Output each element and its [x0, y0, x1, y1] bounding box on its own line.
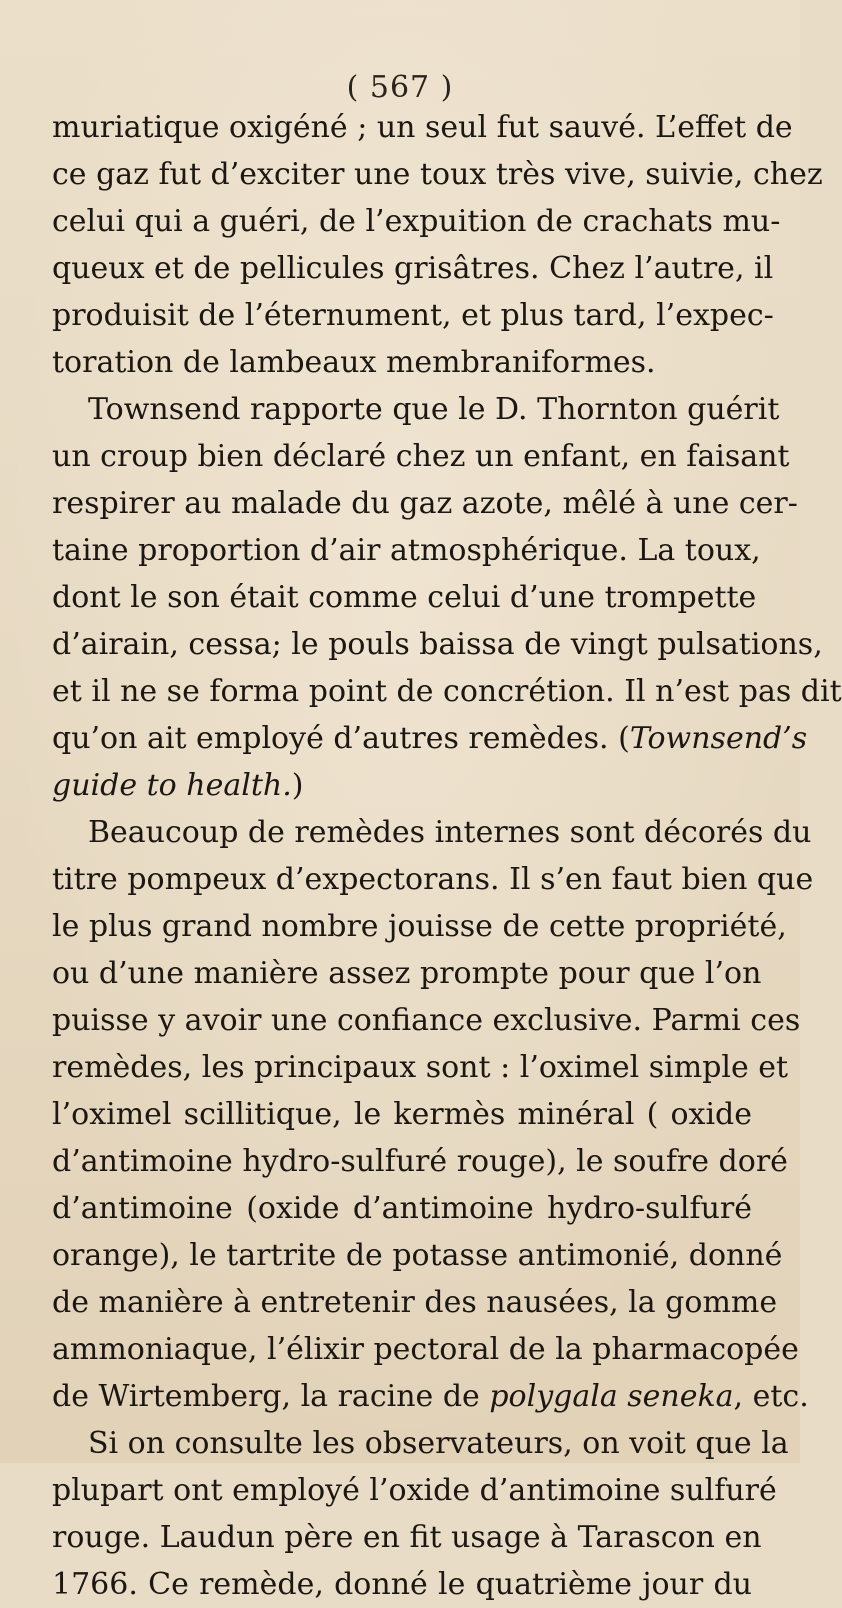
- text-segment: , etc.: [733, 1379, 809, 1414]
- text-line: produisit de l’éternument, et plus tard, l’expec-: [52, 298, 774, 333]
- text-line: d’antimoine hydro-sulfuré rouge), le soufre doré: [52, 1144, 788, 1179]
- text-line: 1766. Ce remède, donné le quatrième jour du: [52, 1567, 752, 1602]
- citation-title: guide to health.: [52, 768, 292, 803]
- text-line: respirer au malade du gaz azote, mêlé à une cer-: [52, 486, 798, 521]
- text-line: celui qui a guéri, de l’expuition de crachats mu-: [52, 204, 781, 239]
- text-segment: de Wirtemberg, la racine de: [52, 1379, 480, 1414]
- page-number: ( 567 ): [346, 70, 454, 105]
- text-line: muriatique oxigéné ; un seul fut sauvé. L’effet de: [52, 110, 793, 145]
- text-line: orange), le tartrite de potasse antimonié, donné: [52, 1238, 783, 1273]
- text-line: toration de lambeaux membraniformes.: [52, 345, 656, 380]
- paragraph-start-line: Si on consulte les observateurs, on voit que la: [88, 1426, 789, 1461]
- plant-name: polygala seneka: [489, 1379, 734, 1414]
- text-line: et il ne se forma point de concrétion. Il n’est pas dit: [52, 674, 842, 709]
- text-line: d’airain, cessa; le pouls baissa de vingt pulsations,: [52, 627, 823, 662]
- text-line: de manière à entretenir des nausées, la gomme: [52, 1285, 778, 1320]
- text-line: puisse y avoir une confiance exclusive. Parmi ces: [52, 1003, 801, 1038]
- text-line: [52, 1373, 809, 1420]
- text-line: ammoniaque, l’élixir pectoral de la pharmacopée: [52, 1332, 799, 1367]
- citation-open: qu’on ait employé d’autres remèdes. (: [52, 721, 630, 756]
- text-line: taine proportion d’air atmosphérique. La toux,: [52, 533, 761, 568]
- citation-line: [52, 715, 808, 762]
- paragraph-start-line: Townsend rapporte que le D. Thornton guérit: [88, 392, 780, 427]
- body-text: [52, 104, 842, 1608]
- citation-line: [52, 762, 752, 809]
- text-line: le plus grand nombre jouisse de cette propriété,: [52, 909, 787, 944]
- text-line: plupart ont employé l’oxide d’antimoine sulfuré: [52, 1473, 777, 1508]
- text-line: ce gaz fut d’exciter une toux très vive, suivie, chez: [52, 157, 823, 192]
- citation-author: Townsend’s: [629, 721, 808, 756]
- text-line: ou d’une manière assez prompte pour que l’on: [52, 956, 762, 991]
- citation-close: ): [291, 768, 304, 803]
- text-line: titre pompeux d’expectorans. Il s’en faut bien que: [52, 862, 814, 897]
- paragraph-start-line: Beaucoup de remèdes internes sont décorés du: [88, 815, 812, 850]
- text-line: un croup bien déclaré chez un enfant, en faisant: [52, 439, 790, 474]
- text-line: rouge. Laudun père en fit usage à Tarascon en: [52, 1520, 762, 1555]
- text-line: dont le son était comme celui d’une trompette: [52, 580, 757, 615]
- text-line: d’antimoine (oxide d’antimoine hydro-sulfuré: [52, 1191, 752, 1226]
- text-line: queux et de pellicules grisâtres. Chez l’autre, il: [52, 251, 774, 286]
- text-line: remèdes, les principaux sont : l’oximel simple et: [52, 1050, 789, 1085]
- text-line: l’oximel scillitique, le kermès minéral ( oxide: [52, 1097, 752, 1132]
